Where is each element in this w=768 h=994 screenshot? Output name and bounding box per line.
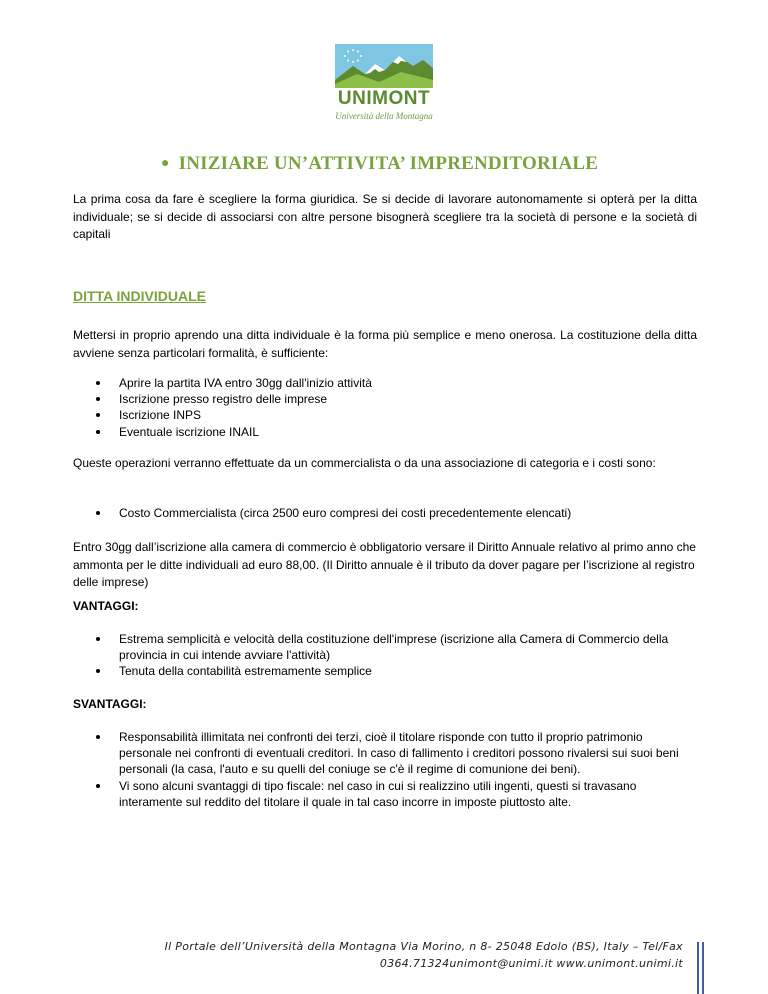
list-item: Costo Commercialista (circa 2500 euro compresi dei costi precedentemente elencati) [73, 505, 693, 521]
costs-list [73, 505, 693, 521]
list-item: Iscrizione presso registro delle imprese [73, 391, 693, 407]
unimont-logo [0, 44, 768, 121]
footer-contacts: 0364.71324unimont@unimi.it www.unimont.unimi.it [379, 957, 683, 970]
disadvantages-label: SVANTAGGI: [73, 697, 147, 711]
footer-address: Il Portale dell’Università della Montagna Via Morino, n 8- 25048 Edolo (BS), Italy – Tel/Fax [164, 940, 683, 953]
page-title [161, 153, 598, 175]
list-item: Tenuta della contabilità estremamente semplice [73, 663, 693, 679]
logo-name: UNIMONT [337, 88, 431, 109]
list-item: Iscrizione INPS [73, 407, 693, 423]
logo-tagline: Università della Montagna [335, 111, 433, 121]
mountain-logo-icon [335, 44, 433, 88]
list-item: Estrema semplicità e velocità della costituzione dell'imprese (iscrizione alla Camera di Commercio della provincia in cui intende avviare l'attività) [73, 631, 693, 663]
section-heading: DITTA INDIVIDUALE [73, 288, 206, 304]
list-item: Vi sono alcuni svantaggi di tipo fiscale: nel caso in cui si realizzino utili ingenti, questi si travasano interamente sul reddito del titolare il quale in tal caso incorre in imposte piuttosto alte. [73, 778, 693, 810]
list-item: Aprire la partita IVA entro 30gg dall'inizio attività [73, 375, 693, 391]
annual-fee-paragraph: Entro 30gg dall’iscrizione alla camera di commercio è obbligatorio versare il Diritto Annuale relativo al primo anno che ammonta per le ditte individuali ad euro 88,00. (Il Diritto annuale è il tributo da dover pagare per l’iscrizione al registro delle imprese) [73, 540, 696, 590]
advantages-list [73, 631, 693, 680]
costs-intro: Queste operazioni verranno effettuate da un commercialista o da una associazione di categoria e i costi sono: [73, 456, 656, 470]
page-title-text: INIZIARE UN’ATTIVITA’ IMPRENDITORIALE [178, 153, 599, 174]
list-item: Eventuale iscrizione INAIL [73, 424, 693, 440]
steps-list [73, 375, 693, 440]
footer-divider [702, 942, 704, 994]
bullet-icon: ● [161, 156, 170, 171]
list-item: Responsabilità illimitata nei confronti dei terzi, cioè il titolare risponde con tutto il proprio patrimonio personale nei confronti di eventuali creditori. In caso di fallimento i creditori possono rivalersi sui suoi beni personali (la casa, l'auto e su quelli del coniuge se c'è il regime di comunione dei beni). [73, 729, 693, 778]
section-intro: Mettersi in proprio aprendo una ditta individuale è la forma più semplice e meno onerosa. La costituzione della ditta avviene senza particolari formalità, è sufficiente: [73, 328, 697, 360]
intro-paragraph: La prima cosa da fare è scegliere la forma giuridica. Se si decide di lavorare autonomamente si opterà per la ditta individuale; se si decide di associarsi con altre persone bisognerà scegliere tra la società di persone e la società di capitali [73, 192, 697, 242]
advantages-label: VANTAGGI: [73, 599, 139, 613]
disadvantages-list [73, 729, 693, 810]
footer-divider [697, 942, 699, 994]
